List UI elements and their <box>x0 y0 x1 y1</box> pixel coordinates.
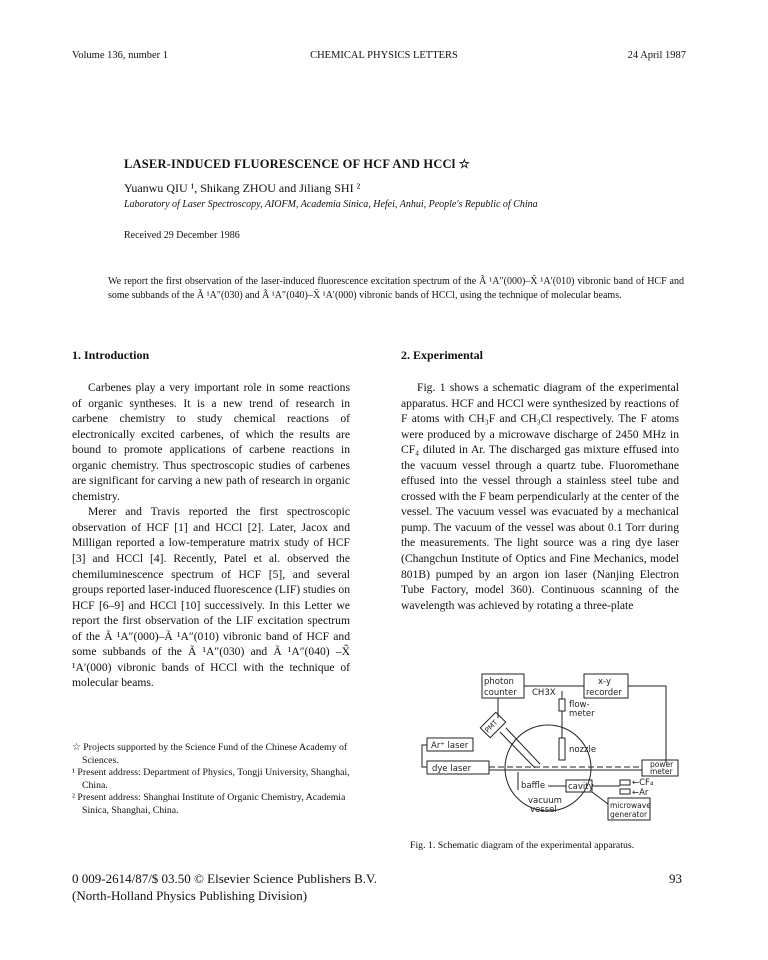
fig-label: nozzle <box>569 745 597 755</box>
page-number: 93 <box>669 871 682 886</box>
apparatus-schematic <box>420 668 682 826</box>
paragraph: Merer and Travis reported the first spectroscopic observation of HCF [1] and HCCl [2]. Later, Jacox and Milligan reported a low-temperature matrix study of HCF [3] and HCCl [4]. Recently, Patel et al. observed the chemiluminescence spectrum of HCF [5], and several groups reported laser-induced fluorescence (LIF) studies on HCF [6–9] and HCCl [10] successively. In this Letter we report the first observation of the LIF excitation spectrum of the Ã ¹A″(000)–Ã ¹A″(010) vibronic band of HCF and some subbands of the Ã ¹A″(030) and Ã ¹A″(040) –X̃ ¹A′(000) vibronic bands of HCCl with the technique of molecular beams. <box>72 505 350 690</box>
fig-label: cavity <box>568 782 594 792</box>
fig-label: generator <box>610 810 648 819</box>
footnote: ² Present address: Shanghai Institute of Organic Chemistry, Academia Sinica, Shanghai, China. <box>72 792 346 816</box>
fig-label: dye laser <box>432 764 472 774</box>
fig-label: x-y <box>598 677 611 687</box>
section-heading-introduction: 1. Introduction <box>72 348 150 362</box>
microwave-line <box>592 792 608 804</box>
header-volume: Volume 136, number 1 <box>72 50 169 61</box>
power-signal-line <box>628 686 666 763</box>
fig-label: recorder <box>586 688 622 698</box>
header-date: 24 April 1987 <box>627 50 686 61</box>
left-column-text <box>72 380 350 691</box>
fig-label: vessel <box>530 805 557 815</box>
fig-label: meter <box>569 709 595 719</box>
fig-label: ←Ar <box>632 788 649 798</box>
fig-label: meter <box>650 767 673 776</box>
footnote: ¹ Present address: Department of Physics, Tongji University, Shanghai, China. <box>72 767 350 791</box>
footer-line: (North-Holland Physics Publishing Division) <box>72 888 308 903</box>
paragraph: Fig. 1 shows a schematic diagram of the experimental apparatus. HCF and HCCl were synthesized by reactions of F atoms with CH₃F and CH₃Cl respectively. The F atoms were produced by a microwave discharge of 2450 MHz in CF₄ diluted in Ar. The discharged gas mixture effused into the vacuum vessel through a quartz tube. Fluoromethane effused into the vessel through a stainless steel tube and crossed with the F beam perpendicularly at the center of the vessel. The vacuum vessel was evacuated by a mechanical pump. The vacuum of the vessel was about 0.1 Torr during the measurements. The light source was a ring dye laser (Changchun Institute of Optics and Fine Mechanics, model 801B) pumped by an argon ion laser (Nanjing Electron Tube Factory, model 360). Continuous scanning of the wavelength was achieved by rotating a three-plate <box>401 381 679 612</box>
footnotes <box>72 742 372 818</box>
right-column-text <box>401 380 679 613</box>
nozzle-tube <box>559 738 565 760</box>
fig-label: photon <box>484 677 514 687</box>
fig-label: Ar⁺ laser <box>431 741 469 751</box>
fig-label: PMT <box>483 718 500 735</box>
footer-line: 0 009-2614/87/$ 03.50 © Elsevier Science Publishers B.V. <box>72 871 377 886</box>
figure-caption: Fig. 1. Schematic diagram of the experimental apparatus. <box>410 840 635 851</box>
article-authors: Yuanwu QIU ¹, Shikang ZHOU and Jiliang SHI ² <box>124 181 361 195</box>
header-journal: CHEMICAL PHYSICS LETTERS <box>310 50 458 61</box>
flow-meter-box <box>559 699 565 711</box>
paragraph: Carbenes play a very important role in some reactions of organic syntheses. It is a new trend of research in carbene chemistry to study chemical reactions of electronically excited carbenes, of which the results are bound to promote applications of carbene reactions in organic chemistry. Thus spectroscopic studies of carbenes are significant for carving a new path of research in organic chemistry. <box>72 381 350 503</box>
fig-label: vacuum <box>528 796 562 806</box>
ar-inlet <box>620 789 630 794</box>
fig-label: microwave <box>610 801 651 810</box>
fig-label: CH3X <box>532 688 556 698</box>
article-received: Received 29 December 1986 <box>124 230 240 241</box>
article-abstract: We report the first observation of the laser-induced fluorescence excitation spectrum of the Ã ¹A″(000)–X̃ ¹A′(010) vibronic band of HCF and some subbands of the Ã ¹A″(030) and Ã ¹A″(040)–X̃ ¹A′(000) vibronic bands of HCCl, using the technique of molecular beams. <box>108 276 684 301</box>
footer-copyright <box>72 870 377 904</box>
fig-label: ←CF₄ <box>632 778 654 788</box>
article-title: LASER-INDUCED FLUORESCENCE OF HCF AND HCCl ☆ <box>124 157 471 171</box>
cf4-inlet <box>620 780 630 785</box>
fig-label: power <box>650 760 674 769</box>
fig-label: flow- <box>569 700 590 710</box>
article-affiliation: Laboratory of Laser Spectroscopy, AIOFM, Academia Sinica, Hefei, Anhui, People's Republic of China <box>124 199 538 210</box>
fig-label: baffle <box>521 781 546 791</box>
fig-label: counter <box>484 688 517 698</box>
section-heading-experimental: 2. Experimental <box>401 348 483 362</box>
footnote: ☆ Projects supported by the Science Fund of the Chinese Academy of Sciences. <box>72 742 348 766</box>
pump-beam <box>422 745 427 767</box>
